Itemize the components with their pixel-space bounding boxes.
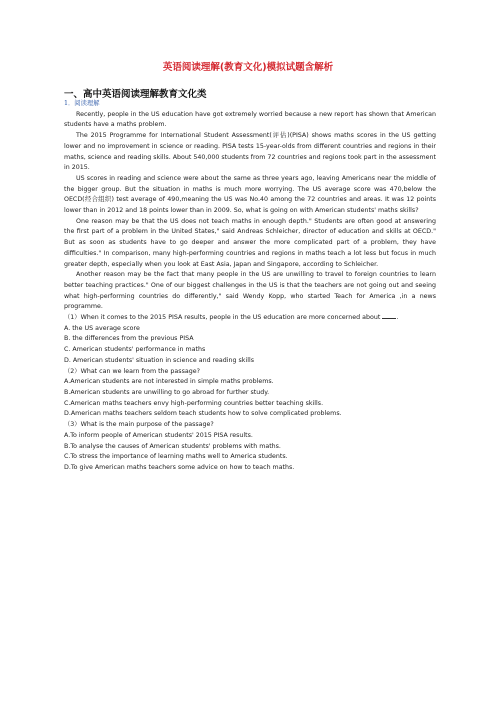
question-1-stem-end: .	[396, 314, 399, 322]
question-2-option-d: D.American maths teachers seldom teach students how to solve complicated problems.	[64, 410, 342, 418]
question-1-option-a: A. the US average score	[64, 324, 140, 332]
passage-paragraph-2: The 2015 Programme for International Student Assessment(评估)(PISA) shows maths scores in the US getting lower and no improvement in science or reading. PISA tests 15-year-olds from different countries and regions in their maths, science and reading skills. About 540,000 students from 72 countries and regions took part in the assessment in 2015.	[64, 132, 436, 172]
question-1-option-d: D. American students' situation in science and reading skills	[64, 356, 254, 364]
passage-paragraph-1: Recently, people in the US education have got extremely worried because a new report has shown that American students have a maths problem.	[64, 110, 436, 129]
document-body	[64, 99, 436, 474]
question-1-option-c: C. American students' performance in maths	[64, 346, 206, 354]
answer-blank	[382, 318, 396, 319]
question-2-option-a: A.American students are not interested in simple maths problems.	[64, 378, 274, 386]
passage-paragraph-3: US scores in reading and science were about the same as three years ago, leaving Americans near the middle of the bigger group. But the situation in maths is much more worrying. The US average score was 470,below the OECD(经合组织) test average of 490,meaning the US was No.40 among the 72 countries and areas. It was 12 points lower than in 2012 and 18 points lower than in 2009. So, what is going on with American students' maths skills?	[64, 174, 436, 215]
document-title: 英语阅读理解(教育文化)模拟试题含解析	[162, 62, 334, 73]
question-2-option-b: B.American students are unwilling to go abroad for further study.	[64, 388, 270, 396]
question-2-option-c: C.American maths teachers envy high-performing countries better teaching skills.	[64, 399, 324, 407]
question-1-stem-text: （1）When it comes to the 2015 PISA results, people in the US education are more concerned about	[64, 314, 381, 322]
question-3-option-c: C.To stress the importance of learning maths well to America students.	[64, 453, 288, 461]
question-3-stem: （3）What is the main purpose of the passage?	[64, 421, 214, 429]
question-1-option-b: B. the differences from the previous PISA	[64, 335, 194, 343]
question-3-option-b: B.To analyse the causes of American students' problems with maths.	[64, 442, 281, 450]
passage-paragraph-4: One reason may be that the US does not teach maths in enough depth." Students are often good at answering the first part of a problem in the United States," said Andreas Schleicher, director of education and skills at OECD." But as soon as students have to go deeper and answer the more complicated part of a problem, they have difficulties." In comparison, many high-performing countries and regions in maths teach a lot less but focus in much greater depth, especially when you look at East Asia, Japan and Singapore, according to Schleicher.	[64, 217, 436, 268]
question-1-stem	[64, 313, 436, 324]
question-3-option-d: D.To give American maths teachers some advice on how to teach maths.	[64, 463, 295, 471]
question-2-stem: （2）What can we learn from the passage?	[64, 367, 200, 375]
passage-paragraph-5: Another reason may be the fact that many people in the US are unwilling to travel to foreign countries to learn better teaching practices." One of our biggest challenges in the US is that the teachers are not going out and seeing what high-performing countries do differently," said Wendy Kopp, who started Teach for America ,in a news programme.	[64, 271, 436, 311]
section-heading: 一、高中英语阅读理解教育文化类	[64, 89, 207, 100]
question-label: 1．阅读理解	[64, 100, 100, 107]
question-3-option-a: A.To inform people of American students' 2015 PISA results.	[64, 431, 253, 439]
